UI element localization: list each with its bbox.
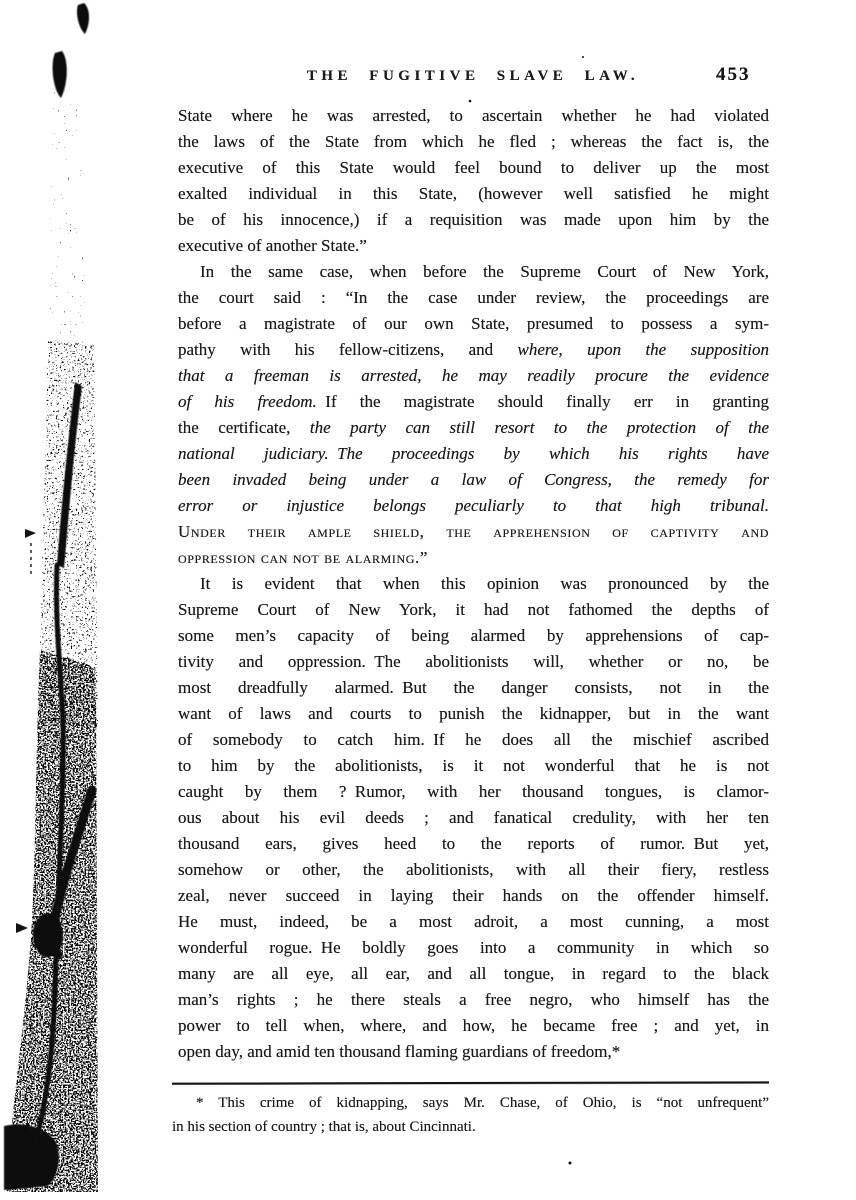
text-line — [178, 701, 769, 727]
text-run: Under their ample shield, the apprehension of captivity and — [178, 522, 769, 541]
text-line — [172, 1091, 769, 1115]
text-run: ous about his evil deeds ; and fanatical credulity, with her ten — [178, 808, 769, 827]
text-run: man’s rights ; he there steals a free negro, who himself has the — [178, 990, 769, 1009]
text-line — [178, 675, 769, 701]
text-run: been invaded being under a law of Congress, the remedy for — [178, 470, 769, 489]
footnote-text — [172, 1091, 769, 1139]
text-line — [178, 467, 769, 493]
text-run: open day, and amid ten thousand flaming guardians of freedom,* — [178, 1042, 621, 1061]
text-run: many are all eye, all ear, and all tongue, in regard to the black — [178, 964, 769, 983]
text-run: tivity and oppression. The abolitionists will, whether or no, be — [178, 652, 769, 671]
text-line — [178, 779, 769, 805]
text-run: * This crime of kidnapping, says Mr. Chase, of Ohio, is “not unfrequent” — [196, 1095, 769, 1111]
text-line — [178, 883, 769, 909]
text-run: Supreme Court of New York, it had not fathomed the depths of — [178, 600, 769, 619]
text-line — [178, 597, 769, 623]
text-line — [178, 1039, 769, 1065]
text-line — [178, 805, 769, 831]
text-run: in his section of country ; that is, about Cincinnati. — [172, 1119, 476, 1135]
text-line — [178, 831, 769, 857]
text-line — [178, 259, 769, 285]
footnote — [172, 1082, 769, 1139]
text-run: of his freedom. — [178, 392, 317, 411]
text-line — [178, 623, 769, 649]
text-run: He must, indeed, be a most adroit, a most cunning, a most — [178, 912, 769, 931]
text-line — [178, 1013, 769, 1039]
text-run: oppression can not be alarming.” — [178, 548, 429, 567]
text-line — [178, 935, 769, 961]
text-run: the laws of the State from which he fled ; whereas the fact is, the — [178, 132, 769, 151]
body-text — [178, 103, 769, 1065]
text-run: somehow or other, the abolitionists, with all their fiery, restless — [178, 860, 769, 879]
text-run: executive of this State would feel bound to deliver up the most — [178, 158, 769, 177]
text-line — [178, 363, 769, 389]
text-run: want of laws and courts to punish the kidnapper, but in the want — [178, 704, 769, 723]
text-run: before a magistrate of our own State, presumed to possess a sym- — [178, 314, 769, 333]
text-line — [178, 415, 769, 441]
text-run: the party can still resort to the protection of the — [309, 418, 769, 437]
page-number: 453 — [716, 64, 751, 85]
text-line — [178, 545, 769, 571]
text-run: where, upon the supposition — [517, 340, 769, 359]
footnote-rule — [172, 1081, 769, 1084]
running-header — [178, 68, 768, 90]
text-run: most dreadfully alarmed. But the danger consists, not in the — [178, 678, 769, 697]
text-run: State where he was arrested, to ascertain whether he had violated — [178, 106, 769, 125]
text-run: the court said : “In the case under review, the proceedings are — [178, 288, 769, 307]
text-line — [178, 155, 769, 181]
text-line — [178, 233, 769, 259]
text-line — [178, 441, 769, 467]
text-line — [178, 285, 769, 311]
text-line — [178, 337, 769, 363]
text-run: of somebody to catch him. If he does all the mischief ascribed — [178, 730, 769, 749]
text-run: caught by them ? Rumor, with her thousand tongues, is clamor- — [178, 782, 769, 801]
text-run: wonderful rogue. He boldly goes into a community in which so — [178, 938, 769, 957]
text-line — [178, 961, 769, 987]
text-run: the certificate, — [178, 418, 310, 437]
text-run: If the magistrate should finally err in granting — [316, 392, 769, 411]
text-line — [178, 909, 769, 935]
paragraph — [178, 571, 769, 1065]
text-line — [178, 753, 769, 779]
text-line — [178, 649, 769, 675]
text-run: zeal, never succeed in laying their hands on the offender himself. — [178, 886, 769, 905]
text-line — [178, 103, 769, 129]
text-line — [178, 987, 769, 1013]
text-run: pathy with his fellow-citizens, and — [178, 340, 518, 359]
text-run: It is evident that when this opinion was pronounced by the — [200, 574, 769, 593]
text-run: national judiciary. The proceedings by which his rights have — [178, 444, 769, 463]
text-line — [178, 311, 769, 337]
text-line — [178, 389, 769, 415]
text-line — [178, 181, 769, 207]
text-run: In the same case, when before the Supreme Court of New York, — [200, 262, 769, 281]
text-run: executive of another State.” — [178, 236, 367, 255]
page-title: THE FUGITIVE SLAVE LAW. — [306, 68, 640, 84]
text-line — [178, 571, 769, 597]
text-run: be of his innocence,) if a requisition was made upon him by the — [178, 210, 769, 229]
text-line — [172, 1115, 769, 1139]
text-line — [178, 519, 769, 545]
paragraph — [178, 259, 769, 571]
text-run: some men’s capacity of being alarmed by apprehensions of cap- — [178, 626, 769, 645]
text-run: exalted individual in this State, (however well satisfied he might — [178, 184, 769, 203]
text-run: that a freeman is arrested, he may readily procure the evidence — [178, 366, 769, 385]
paragraph — [172, 1091, 769, 1139]
paragraph — [178, 103, 769, 259]
text-run: error or injustice belongs peculiarly to that high tribunal. — [178, 496, 769, 515]
text-line — [178, 129, 769, 155]
text-run: thousand ears, gives heed to the reports of rumor. But yet, — [178, 834, 769, 853]
text-run: power to tell when, where, and how, he became free ; and yet, in — [178, 1016, 769, 1035]
text-line — [178, 727, 769, 753]
text-line — [178, 207, 769, 233]
text-line — [178, 493, 769, 519]
text-run: to him by the abolitionists, is it not wonderful that he is not — [178, 756, 769, 775]
text-line — [178, 857, 769, 883]
